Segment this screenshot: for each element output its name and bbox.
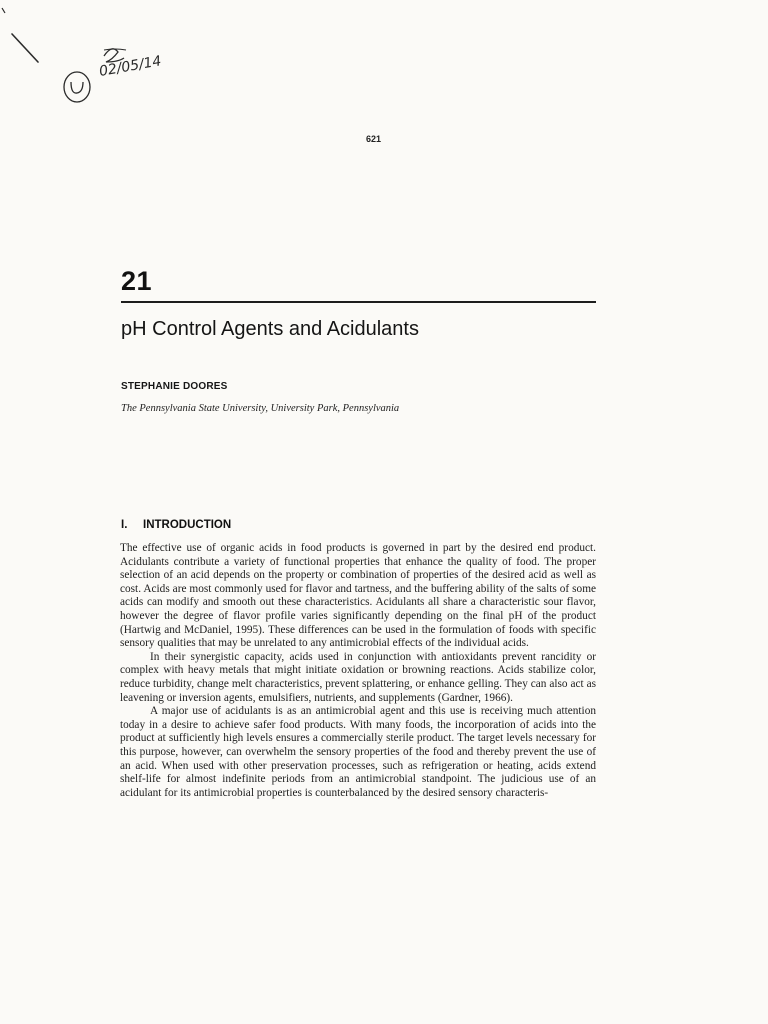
section-heading bbox=[121, 519, 231, 531]
section-number: I. bbox=[121, 519, 128, 531]
paragraph: The effective use of organic acids in food products is governed in part by the desired end product. Acidulants contribute a variety of functional properties that enhance the quality of food. The proper selection of an acid depends on the property or combination of properties of the desired acid as well as cost. Acids are most commonly used for flavor and tartness, and the buffering ability of the salts of some acids can modify and smooth out these characteristics. Acidulants all share a characteristic sour flavor, however the degree of flavor profile varies significantly depending on the final pH of the product (Hartwig and McDaniel, 1995). These differences can be used in the formulation of foods with specific sensory qualities that may be unrelated to any antimicrobial effects of the individual acids. bbox=[120, 542, 596, 650]
paragraph: In their synergistic capacity, acids used in conjunction with antioxidants prevent rancidity or complex with heavy metals that might initiate oxidation or browning reactions. Acids stabilize color, reduce turbidity, change melt characteristics, prevent splattering, or enhance gelling. They can also act as leavening or inversion agents, emulsifiers, nutrients, and supplements (Gardner, 1966). bbox=[120, 650, 596, 704]
section-title: INTRODUCTION bbox=[143, 519, 232, 531]
handwritten-annotation bbox=[0, 0, 220, 120]
page-number: 621 bbox=[366, 134, 382, 144]
chapter-number: 21 bbox=[121, 266, 153, 296]
author-affiliation: The Pennsylvania State University, University Park, Pennsylvania bbox=[121, 403, 400, 414]
body-text bbox=[120, 542, 596, 800]
svg-text:02/05/14: 02/05/14 bbox=[97, 53, 163, 80]
paragraph: A major use of acidulants is as an antimicrobial agent and this use is receiving much attention today in a desire to achieve safer food products. With many foods, the incorporation of acids into the product at sufficiently high levels ensures a commercially sterile product. The target levels necessary for this purpose, however, can overwhelm the sensory properties of the food and thereby prevent the use of an acid. When used with other preservation processes, such as refrigeration or heating, acids extend shelf-life for almost indefinite periods from an antimicrobial standpoint. The judicious use of an acidulant for its antimicrobial properties is counterbalanced by the desired sensory characteris- bbox=[120, 705, 596, 799]
chapter-rule bbox=[121, 301, 596, 303]
chapter-title: pH Control Agents and Acidulants bbox=[121, 318, 419, 340]
author-name: STEPHANIE DOORES bbox=[121, 381, 228, 392]
